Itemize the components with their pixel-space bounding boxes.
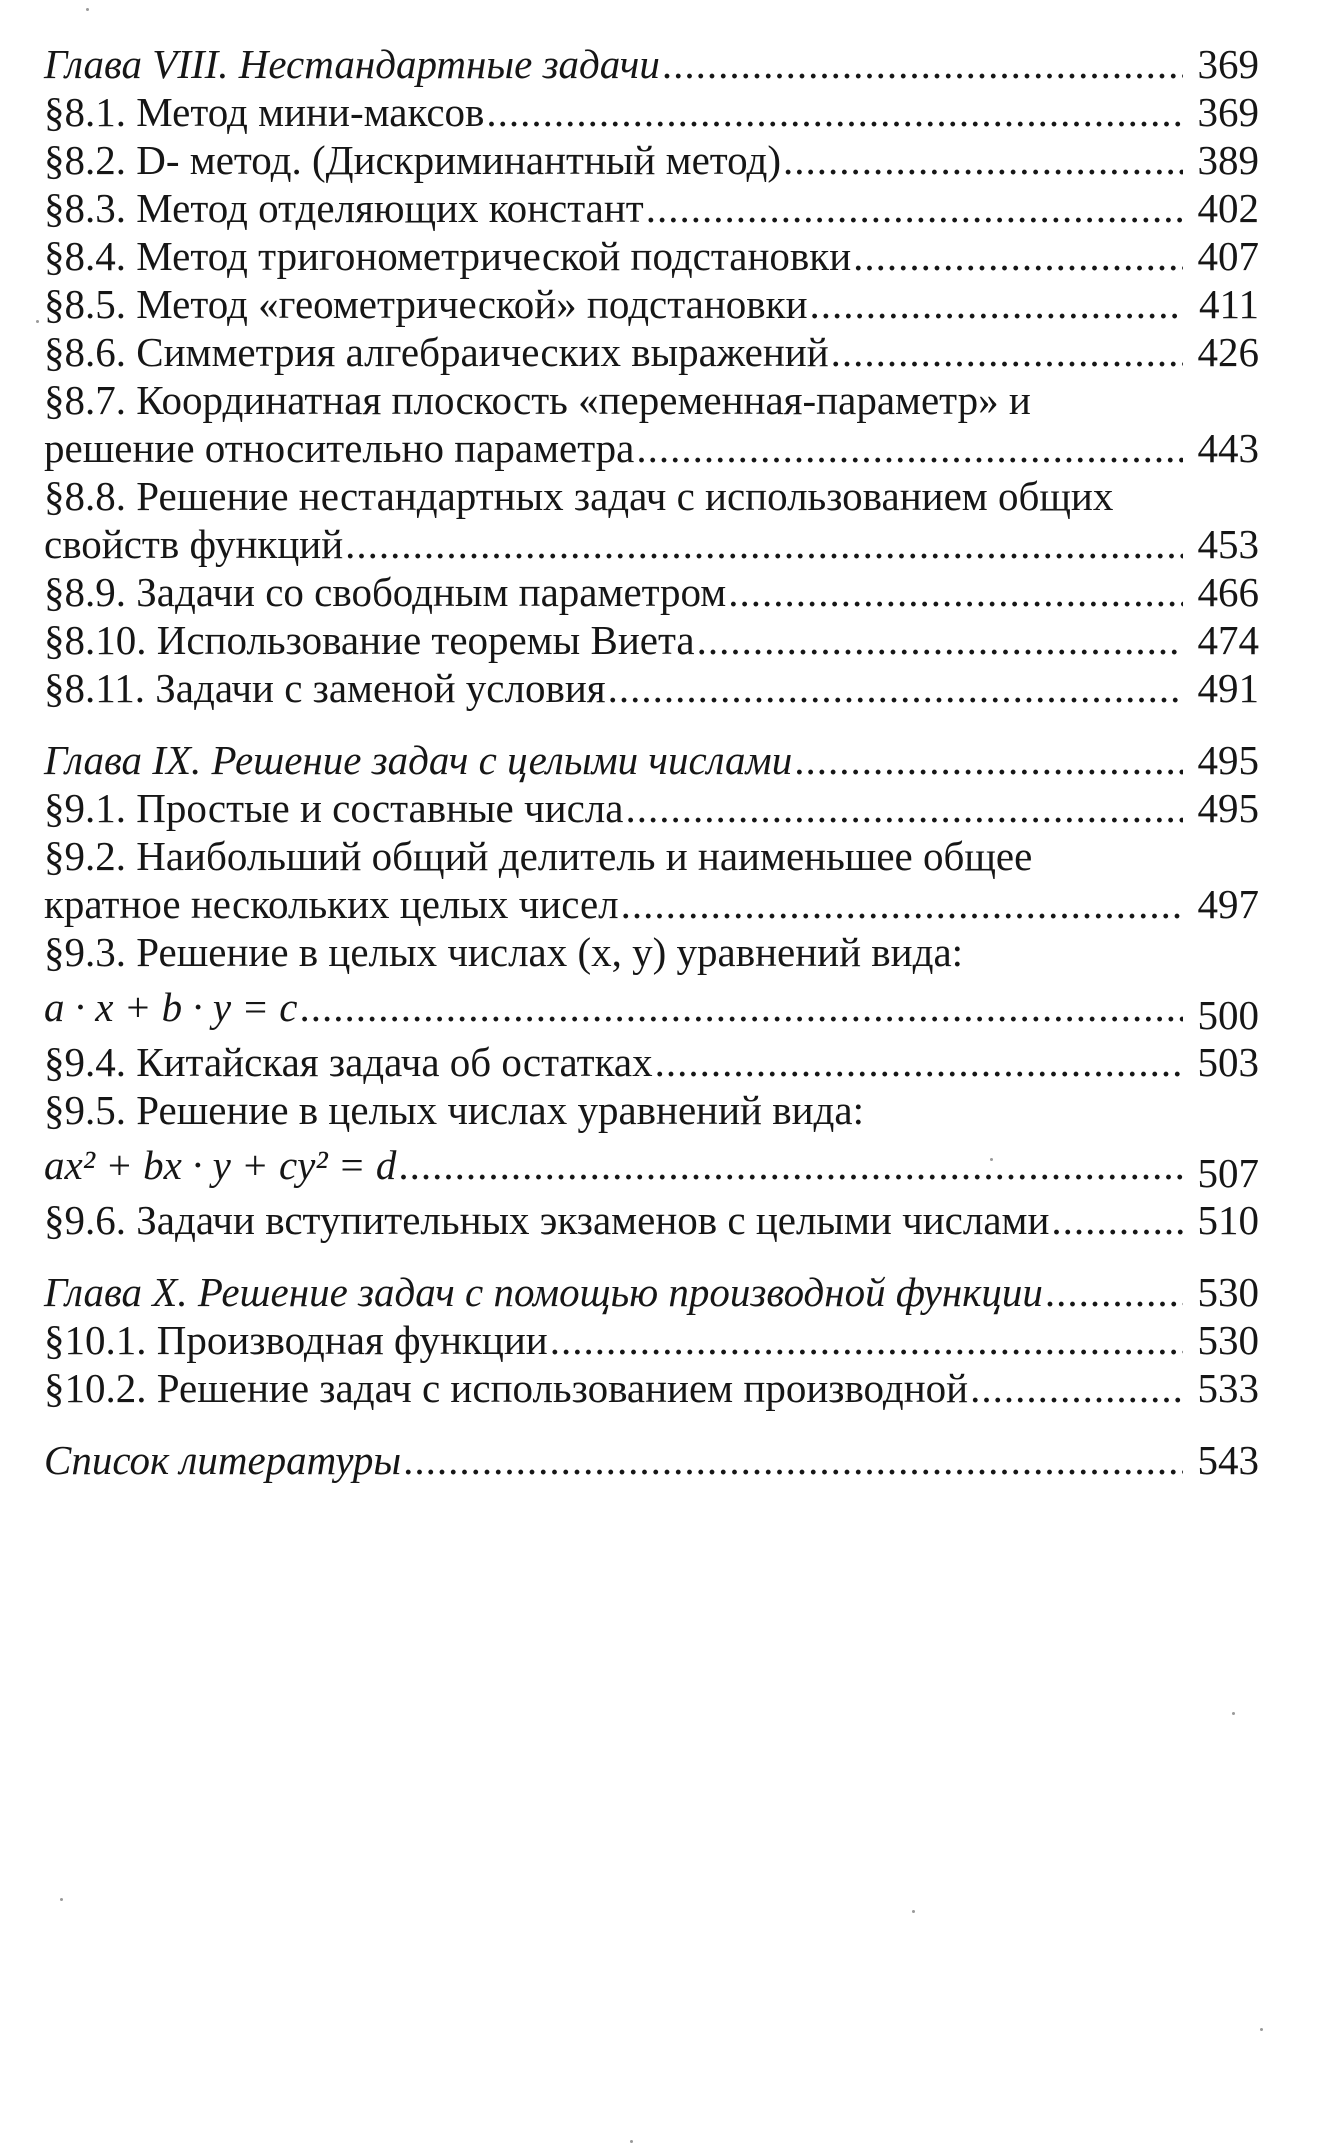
dot-leader [398,1134,1183,1196]
dot-leader [403,1436,1183,1484]
toc-section-chapter-8 [44,40,1259,712]
entry-title: §9.4. Китайская задача об остатках [44,1039,653,1085]
entry-title: §9.5. Решение в целых числах уравнений вида: [44,1087,864,1133]
toc-entry [44,616,1259,664]
chapter-heading [44,40,1259,88]
toc-entry-continuation [44,880,1259,928]
entry-title: §9.1. Простые и составные числа [44,785,624,831]
page-number: 507 [1197,1150,1259,1196]
toc-entry [44,784,1259,832]
toc-entry-first-line [44,832,1259,880]
table-of-contents [44,40,1259,1484]
toc-section-bibliography [44,1436,1259,1484]
chapter-heading [44,1268,1259,1316]
toc-entry [44,88,1259,136]
page-number: 453 [1197,521,1259,567]
entry-title: §9.3. Решение в целых числах (x, y) уравнений вида: [44,929,964,975]
entry-title: решение относительно параметра [44,425,635,471]
dot-leader [1051,1196,1183,1244]
page-number: 466 [1197,569,1259,615]
toc-entry [44,1038,1259,1086]
dot-leader [625,784,1183,832]
page-number: 503 [1197,1039,1259,1085]
entry-title: Глава IX. Решение задач с целыми числами [44,737,793,783]
dot-leader [853,232,1183,280]
page-number: 495 [1197,737,1259,783]
page-number: 407 [1197,233,1259,279]
entry-title: §9.6. Задачи вступительных экзаменов с целыми числами [44,1197,1050,1243]
entry-title: §8.3. Метод отделяющих констант [44,185,644,231]
toc-entry-formula [44,976,1259,1038]
toc-entry [44,328,1259,376]
page-number: 495 [1197,785,1259,831]
toc-entry-first-line [44,472,1259,520]
scan-speck [60,1898,63,1901]
toc-entry-continuation [44,424,1259,472]
page-number: 474 [1197,617,1259,663]
entry-title: кратное нескольких целых чисел [44,881,619,927]
page-number: 530 [1197,1269,1259,1315]
entry-title: §10.2. Решение задач с использованием производной [44,1365,969,1411]
toc-entry [44,568,1259,616]
page-number: 369 [1197,41,1259,87]
page-number: 369 [1197,89,1259,135]
toc-entry-first-line [44,1086,1259,1134]
toc-entry-first-line [44,928,1259,976]
scan-speck [990,1158,993,1161]
page-number: 402 [1197,185,1259,231]
toc-entry-formula [44,1134,1259,1196]
entry-title: Список литературы [44,1437,402,1483]
dot-leader [486,88,1183,136]
dot-leader [345,520,1183,568]
page-number: 491 [1197,665,1259,711]
page-number: 443 [1197,425,1259,471]
entry-title: §8.1. Метод мини-максов [44,89,485,135]
page-number: 426 [1197,329,1259,375]
dot-leader [662,40,1183,88]
entry-title: §8.5. Метод «геометрической» подстановки [44,281,808,327]
toc-entry-first-line [44,376,1259,424]
page-number: 530 [1197,1317,1259,1363]
entry-title: §10.1. Производная функции [44,1317,548,1363]
entry-title: §9.2. Наибольший общий делитель и наименьшее общее [44,833,1033,879]
bibliography-heading [44,1436,1259,1484]
toc-entry [44,664,1259,712]
page-number: 543 [1197,1437,1259,1483]
dot-leader [655,1038,1183,1086]
toc-entry [44,1364,1259,1412]
toc-entry [44,232,1259,280]
entry-title: §8.11. Задачи с заменой условия [44,665,606,711]
dot-leader [621,880,1183,928]
page-number: 389 [1197,137,1259,183]
formula-quadratic: ax² + bx · y + cy² = d [44,1142,397,1188]
dot-leader [646,184,1183,232]
scan-speck [1232,1712,1235,1715]
entry-title: §8.4. Метод тригонометрической подстановки [44,233,852,279]
scan-speck [1260,2028,1263,2031]
page-number: 500 [1197,992,1259,1038]
toc-entry [44,184,1259,232]
formula-linear: a · x + b · y = c [44,984,298,1030]
scan-speck [912,1910,915,1913]
toc-section-chapter-9 [44,736,1259,1244]
scan-speck [86,8,89,11]
toc-entry-continuation [44,520,1259,568]
page-number: 411 [1199,281,1259,327]
scan-speck [630,2140,633,2143]
dot-leader [697,616,1183,664]
scan-speck [36,320,39,323]
dot-leader [550,1316,1183,1364]
entry-title: §8.7. Координатная плоскость «переменная-параметр» и [44,377,1031,423]
page-number: 497 [1197,881,1259,927]
dot-leader [728,568,1183,616]
dot-leader [299,976,1183,1038]
dot-leader [608,664,1183,712]
entry-title: свойств функций [44,521,344,567]
chapter-heading [44,736,1259,784]
entry-title: §8.8. Решение нестандартных задач с использованием общих [44,473,1114,519]
dot-leader [810,280,1183,328]
dot-leader [636,424,1183,472]
page-number: 533 [1197,1365,1259,1411]
toc-entry [44,1196,1259,1244]
dot-leader [970,1364,1183,1412]
toc-section-chapter-10 [44,1268,1259,1412]
entry-title: §8.10. Использование теоремы Виета [44,617,695,663]
dot-leader [1045,1268,1183,1316]
toc-entry [44,280,1259,328]
toc-entry [44,136,1259,184]
page-number: 510 [1197,1197,1259,1243]
dot-leader [831,328,1183,376]
toc-entry [44,1316,1259,1364]
dot-leader [794,736,1183,784]
entry-title: §8.2. D- метод. (Дискриминантный метод) [44,137,781,183]
entry-title: Глава VIII. Нестандартные задачи [44,41,660,87]
dot-leader [783,136,1183,184]
entry-title: Глава X. Решение задач с помощью производной функции [44,1269,1043,1315]
entry-title: §8.9. Задачи со свободным параметром [44,569,727,615]
entry-title: §8.6. Симметрия алгебраических выражений [44,329,829,375]
